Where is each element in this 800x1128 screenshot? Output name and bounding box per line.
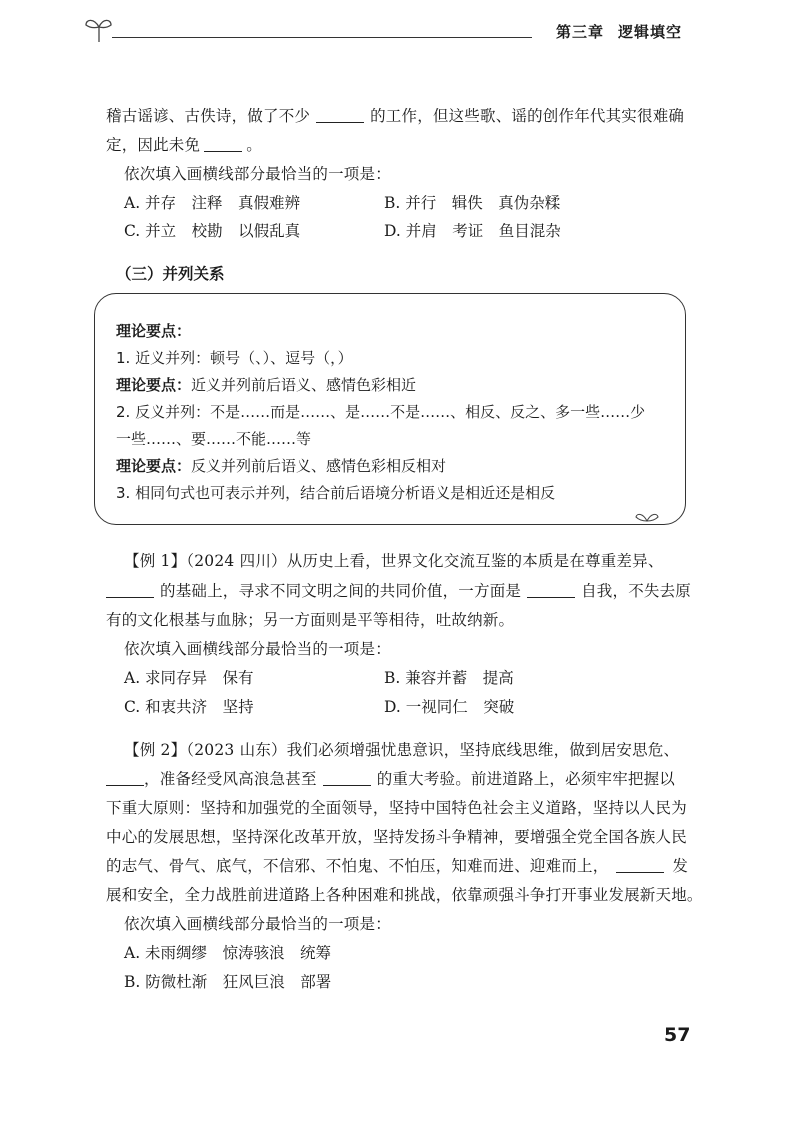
theory-line: 理论要点：近义并列前后语义、感情色彩相近 — [116, 376, 417, 394]
fill-blank — [616, 858, 664, 873]
option-a: A. 并存 注释 真假难辨 — [124, 194, 301, 212]
text: ，准备经受风高浪急甚至 — [144, 770, 317, 788]
text: 从历史上看，世界文化交流互鉴的本质是在尊重差异、 — [286, 552, 664, 570]
chapter-label: 第三章 — [556, 23, 605, 41]
paragraph-line — [106, 579, 691, 601]
theory-line: 2. 反义并列：不是……而是……、是……不是……、相反、反之、多一些……少 — [116, 403, 646, 421]
leaf-icon — [634, 509, 660, 523]
example-label: 【例 2】 — [124, 741, 187, 759]
text: 的基础上，寻求不同文明之间的共同价值，一方面是 — [160, 582, 522, 600]
theory-heading: 理论要点： — [116, 322, 192, 340]
option-b: B. 防微杜渐 狂风巨浪 部署 — [124, 973, 332, 991]
option-a: A. 求同存异 保有 — [124, 669, 254, 687]
paragraph-line — [106, 104, 684, 126]
text: 的重大考验。前进道路上，必须牢牢把握以 — [376, 770, 676, 788]
theory-line: 理论要点：反义并列前后语义、感情色彩相反相对 — [116, 457, 447, 475]
section-label: 逻辑填空 — [618, 23, 683, 41]
paragraph-line: 下重大原则：坚持和加强党的全面领导，坚持中国特色社会主义道路，坚持以人民为 — [106, 799, 687, 817]
example-label: 【例 1】 — [124, 552, 187, 570]
fill-blank — [316, 108, 364, 123]
text: 自我，不失去原 — [581, 582, 692, 600]
theory-line: 一些……、要……不能……等 — [116, 430, 312, 448]
header-rule — [112, 37, 532, 38]
option-c: C. 并立 校勘 以假乱真 — [124, 222, 301, 240]
text: 。 — [246, 136, 262, 154]
example-source: （2023 山东） — [186, 741, 287, 759]
question-prompt: 依次填入画横线部分最恰当的一项是： — [124, 165, 391, 183]
option-b: B. 并行 辑佚 真伪杂糅 — [384, 194, 561, 212]
text: 发 — [672, 857, 689, 875]
fill-blank — [527, 583, 575, 598]
question-prompt: 依次填入画横线部分最恰当的一项是： — [124, 640, 391, 658]
example-2-line — [124, 738, 679, 760]
text: 定，因此未免 — [106, 136, 201, 154]
paragraph-line: 展和安全，全力战胜前进道路上各种困难和挑战，依靠顽强斗争打开事业发展新天地。 — [106, 886, 703, 904]
example-1-line — [124, 549, 664, 571]
section-heading: （三）并列关系 — [116, 265, 225, 283]
paragraph-line: 中心的发展思想，坚持深化改革开放，坚持发扬斗争精神，要增强全党全国各族人民 — [106, 828, 687, 846]
option-a: A. 未雨绸缪 惊涛骇浪 统筹 — [124, 944, 332, 962]
option-c: C. 和衷共济 坚持 — [124, 698, 254, 716]
fill-blank — [106, 771, 144, 786]
fill-blank — [323, 771, 371, 786]
paragraph-line — [106, 133, 262, 155]
paragraph-line — [106, 854, 688, 876]
text: 的工作，但这些歌、谣的创作年代其实很难确 — [370, 107, 685, 125]
theory-line: 3. 相同句式也可表示并列，结合前后语境分析语义是相近还是相反 — [116, 484, 556, 502]
text: 稽古谣谚、古佚诗，做了不少 — [106, 107, 311, 125]
paragraph-line: 有的文化根基与血脉；另一方面则是平等相待，吐故纳新。 — [106, 611, 515, 629]
option-d: D. 并肩 考证 鱼目混杂 — [384, 222, 561, 240]
text: 我们必须增强忧患意识，坚持底线思维，做到居安思危、 — [286, 741, 680, 759]
option-b: B. 兼容并蓄 提高 — [384, 669, 514, 687]
page-number: 57 — [664, 1024, 691, 1046]
example-source: （2024 四川） — [186, 552, 287, 570]
text: 的志气、骨气、底气，不信邪、不怕鬼、不怕压，知难而进、迎难而上， — [106, 857, 609, 875]
fill-blank — [204, 137, 242, 152]
sprout-icon — [82, 14, 116, 44]
running-header — [556, 21, 682, 42]
paragraph-line — [106, 767, 675, 789]
question-prompt: 依次填入画横线部分最恰当的一项是： — [124, 915, 391, 933]
fill-blank — [106, 583, 154, 598]
theory-line: 1. 近义并列：顿号（、）、逗号（，） — [116, 349, 353, 367]
option-d: D. 一视同仁 突破 — [384, 698, 515, 716]
